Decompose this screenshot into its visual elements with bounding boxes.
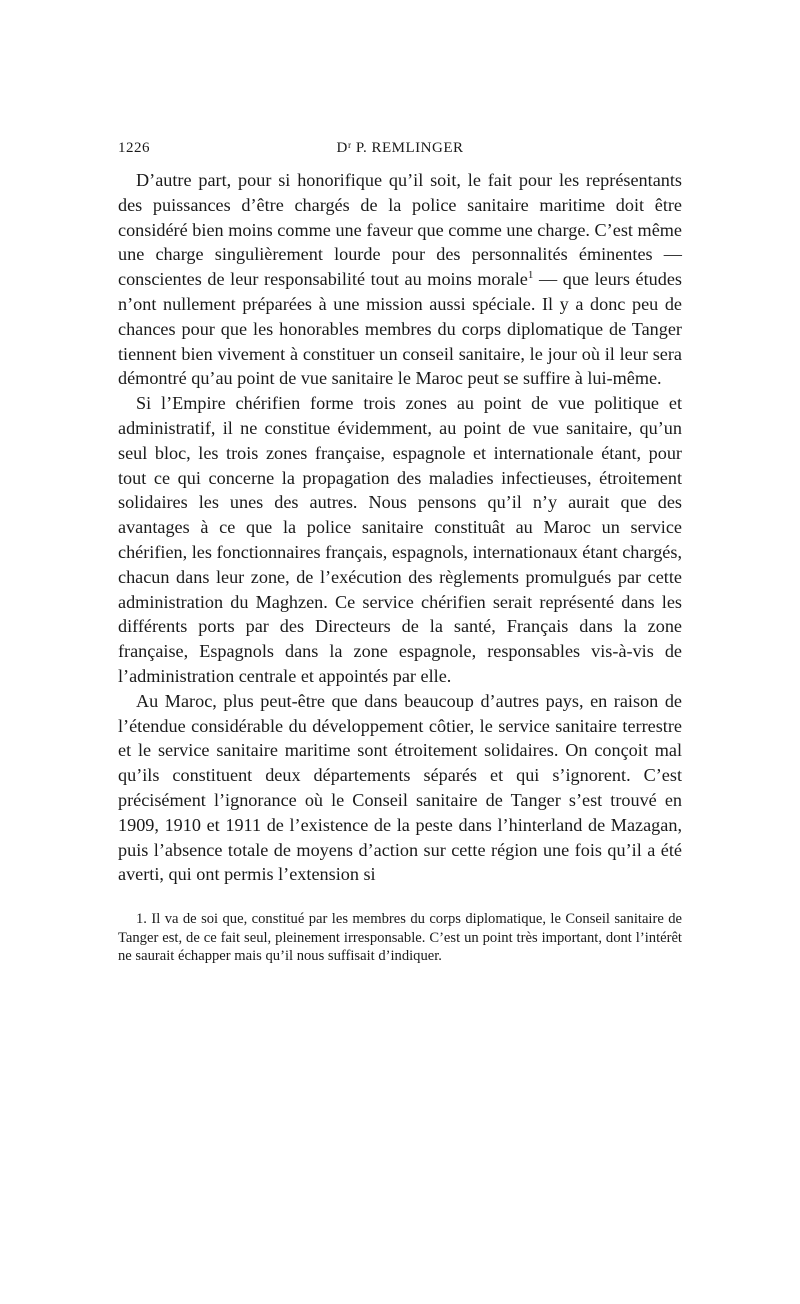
paragraph-1-text: D’autre part, pour si honorifique qu’il soit, le fait pour les représentants des puissances d’être chargés de la police sanitaire maritime doit être considéré bien moins comme une faveur que comme une charge. C’est même une charge singulièrement lourde pour des personnalités éminentes — conscientes de leur responsabilité tout au moins morale	[118, 170, 682, 290]
page-header	[118, 140, 682, 166]
paragraph-1-continuation: — que leurs études n’ont nullement préparées à une mission aussi spéciale. Il y a donc peu de chances pour que les honorables membres du corps diplomatique de Tanger tiennent bien vivement à constituer un conseil sanitaire, le jour où il leur sera démontré qu’au point de vue sanitaire le Maroc peut se suffire à lui-même.	[118, 269, 682, 389]
footnote-1	[118, 910, 682, 966]
paragraph-3: Au Maroc, plus peut-être que dans beaucoup d’autres pays, en raison de l’étendue considérable du développement côtier, le service sanitaire terrestre et le service sanitaire maritime sont étroitement solidaires. On conçoit mal qu’ils constituent deux départements séparés et qui s’ignorent. C’est précisément l’ignorance où le Conseil sanitaire de Tanger s’est trouvé en 1909, 1910 et 1911 de l’existence de la peste dans l’hinterland de Mazagan, puis l’absence totale de moyens d’action sur cette région une fois qu’il a été averti, qui ont permis l’extension si	[118, 690, 682, 885]
page-number: 1226	[118, 140, 150, 156]
footnote-text: Il va de soi que, constitué par les membres du corps diplomatique, le Conseil sanitaire de Tanger est, de ce fait seul, pleinement irresponsable. C’est un point très important, dont l’intérêt ne saurait échapper mais qu’il nous suffisait d’indiquer.	[118, 911, 682, 965]
footnote-reference: 1	[527, 269, 534, 282]
paragraph-1	[118, 168, 682, 391]
footnotes	[118, 910, 682, 966]
running-head: Dʳ P. REMLINGER	[336, 140, 464, 156]
paragraph-2: Si l’Empire chérifien forme trois zones au point de vue politique et administratif, il ne constitue évidemment, au point de vue sanitaire, qu’un seul bloc, les trois zones française, espagnole et internationale étant, pour tout ce qui concerne la propagation des maladies infectieuses, étroitement solidaires les unes des autres. Nous pensons qu’il n’y aurait que des avantages à ce que la police sanitaire constituât au Maroc un service chérifien, les fonctionnaires français, espagnols, internationaux étant chargés, chacun dans leur zone, de l’exécution des règlements promulgués par cette administration du Maghzen. Ce service chérifien serait représenté dans les différents ports par des Directeurs de la santé, Français dans la zone française, Espagnols dans la zone espagnole, responsables vis-à-vis de l’administration centrale et appointés par elle.	[118, 393, 682, 686]
body-text	[118, 168, 682, 887]
footnote-marker: 1.	[136, 911, 147, 928]
book-page	[118, 140, 682, 966]
